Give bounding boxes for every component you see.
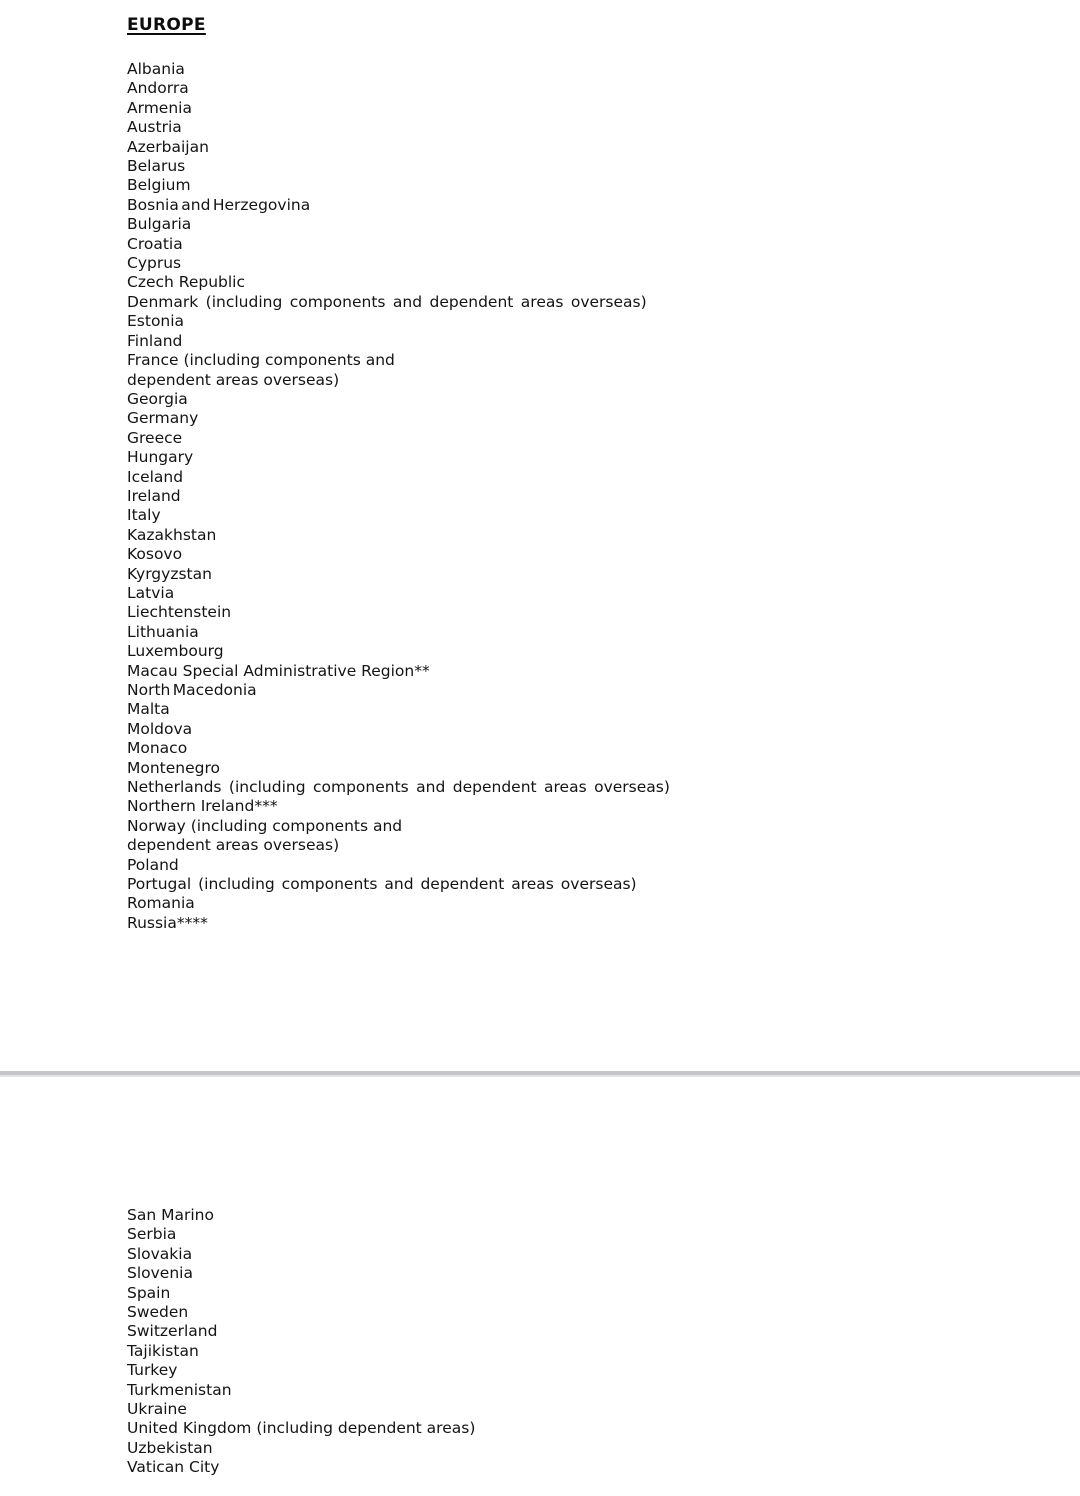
country-line: San Marino — [127, 1206, 214, 1224]
country-line: Italy — [127, 506, 161, 525]
country-line: Switzerland — [127, 1322, 218, 1341]
country-line: Slovakia — [127, 1244, 193, 1263]
country-line: Belgium — [127, 176, 191, 195]
country-line: Austria — [127, 118, 182, 137]
country-line: Norway (including components and — [127, 816, 403, 835]
country-line: Belarus — [127, 157, 186, 176]
country-line: Azerbaijan — [127, 137, 209, 156]
country-line: Iceland — [127, 467, 184, 486]
country-line: Kazakhstan — [127, 525, 217, 544]
country-line: Montenegro — [127, 758, 221, 777]
country-line: Bulgaria — [127, 215, 192, 234]
country-line: Sweden — [127, 1303, 189, 1322]
country-line: Spain — [127, 1283, 171, 1302]
country-list-page-2 — [127, 1206, 1060, 1478]
country-line: Northern Ireland*** — [127, 797, 278, 816]
country-line: Luxembourg — [127, 642, 224, 661]
country-line: Kosovo — [127, 545, 183, 564]
country-line: Vatican City — [127, 1458, 220, 1477]
country-line: Romania — [127, 894, 195, 913]
country-line: Germany — [127, 409, 199, 428]
country-line: Cyprus — [127, 254, 182, 273]
country-line: Kyrgyzstan — [127, 564, 212, 583]
country-line: Lithuania — [127, 622, 199, 641]
country-line: Finland — [127, 331, 183, 350]
country-line: Bosnia and Herzegovina — [127, 195, 311, 214]
country-line: Uzbekistan — [127, 1438, 213, 1457]
country-line: Monaco — [127, 739, 188, 758]
country-line: Moldova — [127, 719, 193, 738]
country-line: United Kingdom (including dependent areas) — [127, 1419, 476, 1438]
country-line: Ukraine — [127, 1400, 187, 1419]
country-line: France (including components and — [127, 351, 395, 370]
country-line: North Macedonia — [127, 681, 257, 699]
country-line: Albania — [127, 60, 185, 78]
country-line: Hungary — [127, 448, 194, 467]
country-line: Tajikistan — [127, 1341, 199, 1360]
country-line: Croatia — [127, 234, 183, 253]
country-line: dependent areas overseas) — [127, 370, 340, 389]
country-line: Estonia — [127, 312, 185, 331]
country-line: Latvia — [127, 583, 175, 602]
country-line: Armenia — [127, 98, 192, 117]
country-line: Netherlands (including components and dependent areas overseas) — [127, 778, 670, 797]
country-line: Russia**** — [127, 913, 208, 932]
country-line: Georgia — [127, 389, 188, 408]
country-line: Denmark (including components and dependent areas overseas) — [127, 292, 647, 311]
country-line: dependent areas overseas) — [127, 836, 340, 855]
country-line: Andorra — [127, 79, 189, 98]
country-line: Poland — [127, 855, 179, 874]
country-line: Turkey — [127, 1361, 178, 1380]
country-line: Liechtenstein — [127, 603, 232, 622]
country-list-page-1 — [127, 60, 1060, 933]
country-line: Slovenia — [127, 1264, 193, 1283]
section-heading-europe: EUROPE — [127, 15, 206, 35]
country-line: Portugal (including components and dependent areas overseas) — [127, 875, 637, 894]
country-line: Malta — [127, 700, 170, 719]
country-line: Ireland — [127, 486, 181, 505]
document-page-2 — [0, 1077, 1080, 1496]
country-line: Serbia — [127, 1225, 177, 1244]
country-line: Macau Special Administrative Region** — [127, 661, 430, 680]
country-line: Greece — [127, 428, 183, 447]
country-line: Turkmenistan — [127, 1380, 232, 1399]
country-line: Czech Republic — [127, 273, 246, 292]
